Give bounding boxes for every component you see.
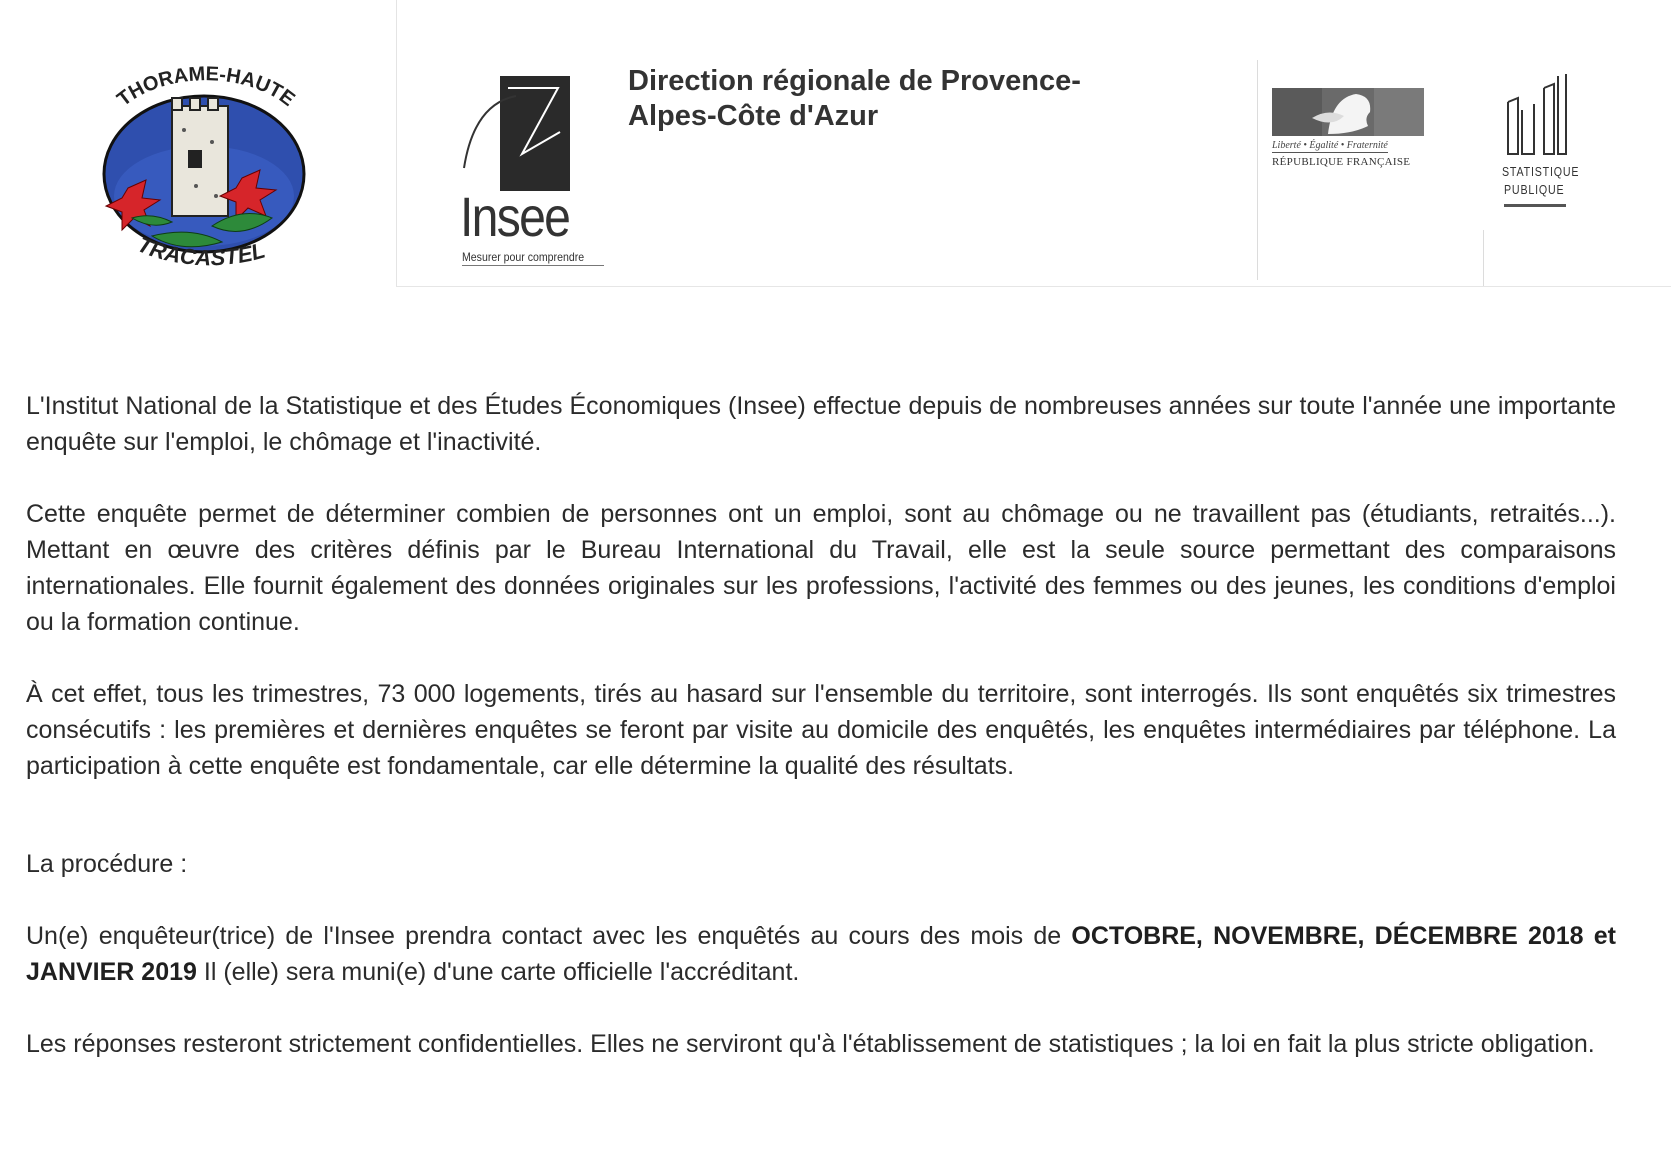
commune-bottom-text: TRACASTEL (134, 231, 268, 271)
commune-top-text: THORAME-HAUTE (113, 63, 299, 111)
statistique-publique-icon (1504, 74, 1570, 156)
procedure-text-end: Il (elle) sera muni(e) d'une carte officielle l'accréditant. (203, 958, 800, 986)
statistique-publique-logo (1494, 74, 1584, 214)
procedure-months: OCTOBRE, NOVEMBRE, DÉCEMBRE 2018 et JANVIER 2019 (26, 922, 1616, 986)
commune-logo (92, 46, 320, 296)
paragraph-intro: L'Institut National de la Statistique et des Études Économiques (Insee) effectue depuis de nombreuses années sur toute l'année une importante enquête sur l'emploi, le chômage et l'inactivité. (26, 392, 1616, 456)
marianne-icon (1272, 88, 1424, 136)
insee-tagline: Mesurer pour comprendre (462, 250, 585, 264)
statistique-publique-rule (1504, 204, 1566, 207)
insee-wordmark: Insee (460, 185, 570, 248)
letter-body (26, 388, 1616, 1062)
insee-tagline-rule (462, 265, 604, 266)
procedure-heading: La procédure : (26, 850, 188, 878)
statistique-publique-line1: STATISTIQUE (1502, 164, 1580, 179)
republique-francaise-logo (1270, 88, 1430, 178)
insee-swoosh-icon (460, 94, 520, 174)
paragraph-purpose: Cette enquête permet de déterminer combien de personnes ont un emploi, sont au chômage ou ne travaillent pas (étudiants, retraités...). Mettant en œuvre des critères définis par le Bureau International du Travail, elle est la seule source permettant des comparaisons internationales. Elle fournit également des données originales sur les professions, l'activité des femmes ou des jeunes, les conditions d'emploi ou la formation continue. (26, 500, 1616, 636)
fold-mark (1483, 230, 1484, 286)
insee-logo (460, 76, 610, 266)
direction-title: Direction régionale de Provence-Alpes-Côte d'Azur (628, 65, 1081, 132)
commune-emblem-icon (92, 46, 320, 296)
republique-motto: Liberté • Égalité • Fraternité (1272, 140, 1388, 151)
paragraph-method: À cet effet, tous les trimestres, 73 000 logements, tirés au hasard sur l'ensemble du territoire, sont interrogés. Ils sont enquêtés six trimestres consécutifs : les premières et dernières enquêtes se feront par visite au domicile des enquêtés, les enquêtes intermédiaires par téléphone. La participation à cette enquête est fondamentale, car elle détermine la qualité des résultats. (26, 680, 1616, 780)
procedure-text-start: Un(e) enquêteur(trice) de l'Insee prendra contact avec les enquêtés au cours des mois de (26, 922, 1062, 950)
republique-name: RÉPUBLIQUE FRANÇAISE (1272, 156, 1411, 168)
fold-mark (1257, 60, 1258, 280)
paragraph-confidentiality: Les réponses resteront strictement confidentielles. Elles ne serviront qu'à l'établissement de statistiques ; la loi en fait la plus stricte obligation. (26, 1030, 1595, 1058)
statistique-publique-line2: PUBLIQUE (1504, 182, 1565, 197)
paragraph-procedure (26, 918, 1616, 990)
